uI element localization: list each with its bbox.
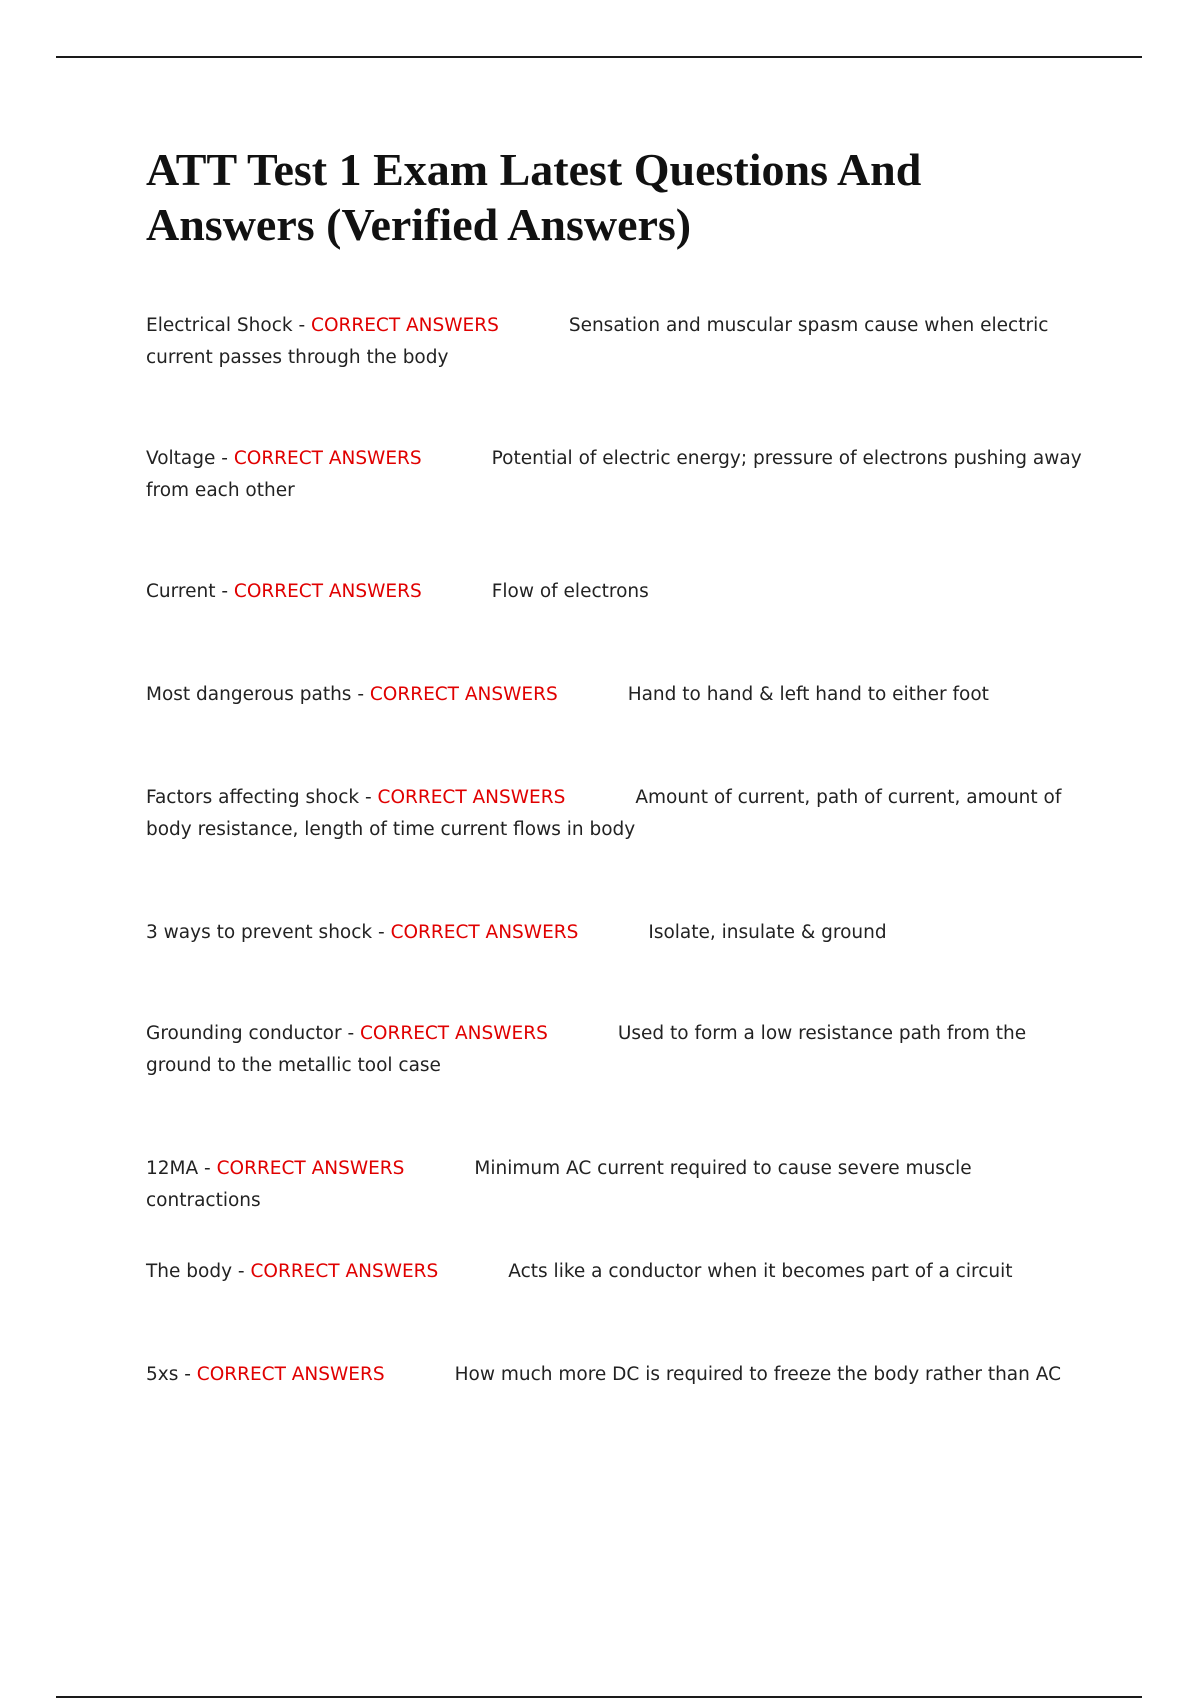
correct-answers-label: CORRECT ANSWERS bbox=[233, 448, 422, 469]
qa-answer: Hand to hand & left hand to either foot bbox=[627, 684, 989, 705]
qa-item bbox=[146, 1018, 1086, 1082]
qa-term: Electrical Shock bbox=[146, 315, 293, 336]
qa-answer: Amount of current, path of current, amount of body resistance, length of time current flows in body bbox=[146, 787, 1062, 840]
qa-separator: - bbox=[372, 922, 391, 943]
qa-item bbox=[146, 917, 1086, 949]
correct-answers-label: CORRECT ANSWERS bbox=[250, 1261, 439, 1282]
qa-separator: - bbox=[341, 1023, 361, 1044]
qa-term: 3 ways to prevent shock bbox=[146, 922, 373, 943]
qa-term: Most dangerous paths bbox=[146, 684, 352, 705]
correct-answers-label: CORRECT ANSWERS bbox=[216, 1158, 405, 1179]
qa-item bbox=[146, 310, 1086, 374]
correct-answers-label: CORRECT ANSWERS bbox=[311, 315, 499, 336]
qa-answer: Isolate, insulate & ground bbox=[648, 922, 887, 943]
correct-answers-label: CORRECT ANSWERS bbox=[390, 922, 579, 943]
qa-separator: - bbox=[359, 787, 378, 808]
qa-item bbox=[146, 679, 1086, 711]
qa-term: The body bbox=[146, 1261, 233, 1282]
qa-term: Factors affecting shock bbox=[146, 787, 360, 808]
qa-answer: Minimum AC current required to cause severe muscle contractions bbox=[146, 1158, 972, 1211]
bottom-divider bbox=[56, 1696, 1142, 1698]
qa-item bbox=[146, 782, 1086, 846]
qa-item bbox=[146, 1256, 1086, 1288]
qa-answer: How much more DC is required to freeze the body rather than AC bbox=[454, 1364, 1061, 1385]
qa-item bbox=[146, 443, 1086, 507]
document-title: ATT Test 1 Exam Latest Questions And Answers (Verified Answers) bbox=[146, 144, 922, 250]
qa-answer: Sensation and muscular spasm cause when electric current passes through the body bbox=[146, 315, 1049, 368]
correct-answers-label: CORRECT ANSWERS bbox=[233, 581, 422, 602]
qa-separator: - bbox=[232, 1261, 251, 1282]
qa-term: 12MA bbox=[146, 1158, 199, 1179]
qa-separator: - bbox=[215, 581, 234, 602]
qa-answer: Used to form a low resistance path from the ground to the metallic tool case bbox=[146, 1023, 1027, 1076]
correct-answers-label: CORRECT ANSWERS bbox=[369, 684, 558, 705]
correct-answers-label: CORRECT ANSWERS bbox=[360, 1023, 548, 1044]
qa-separator: - bbox=[215, 448, 234, 469]
qa-item bbox=[146, 1153, 1086, 1217]
qa-item bbox=[146, 576, 1086, 608]
qa-item bbox=[146, 1359, 1086, 1391]
qa-term: Grounding conductor bbox=[146, 1023, 342, 1044]
qa-separator: - bbox=[292, 315, 312, 336]
qa-answer: Flow of electrons bbox=[491, 581, 649, 602]
top-divider bbox=[56, 56, 1142, 58]
qa-answer: Acts like a conductor when it becomes part of a circuit bbox=[508, 1261, 1013, 1282]
qa-term: Voltage bbox=[146, 448, 216, 469]
qa-separator: - bbox=[198, 1158, 217, 1179]
correct-answers-label: CORRECT ANSWERS bbox=[196, 1364, 385, 1385]
correct-answers-label: CORRECT ANSWERS bbox=[377, 787, 566, 808]
qa-separator: - bbox=[178, 1364, 197, 1385]
qa-term: 5xs bbox=[146, 1364, 179, 1385]
qa-separator: - bbox=[351, 684, 370, 705]
qa-term: Current bbox=[146, 581, 216, 602]
qa-answer: Potential of electric energy; pressure of electrons pushing away from each other bbox=[146, 448, 1082, 501]
